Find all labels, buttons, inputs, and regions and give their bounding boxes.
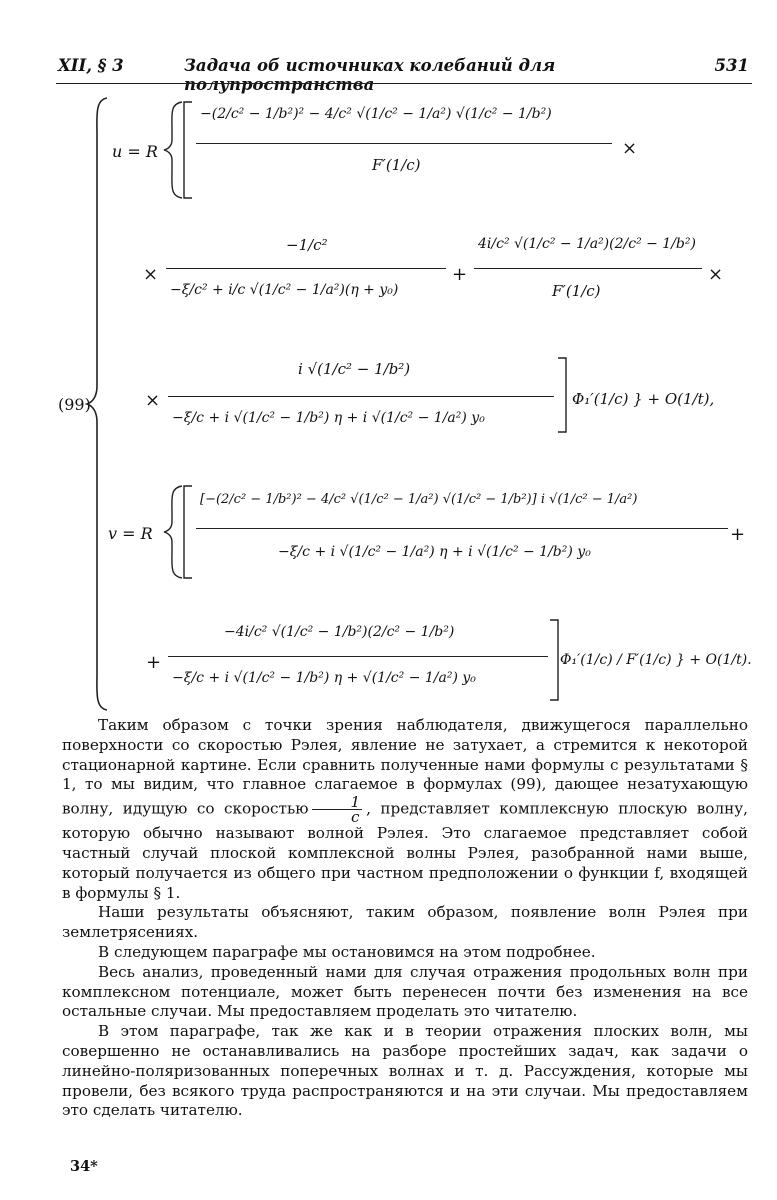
u-close-bracket [554,356,570,434]
times-sign: × [145,390,161,411]
plus-sign: + [146,652,162,673]
u-line1-denominator: F′(1/c) [372,156,421,174]
inline-fraction-denominator: c [351,808,360,827]
v-open-bracket [180,484,196,580]
v-line2-denominator: −ξ/c + i √(1/c² − 1/b²) η + √(1/c² − 1/a²) y₀ [172,670,476,686]
paragraph-1 [62,716,748,903]
v-lhs: v = R [108,524,153,543]
u-line1-numerator: −(2/c² − 1/b²)² − 4/c² √(1/c² − 1/a²) √(1/c² − 1/b²) [200,106,552,122]
v-line2-bar [168,656,548,657]
u-line3-bar [168,396,554,397]
u-line3-denominator: −ξ/c + i √(1/c² − 1/b²) η + i √(1/c² − 1/a²) y₀ [172,410,485,426]
paragraph-2: Наши результаты объясняют, таким образом, появление волн Рэлея при землетрясениях. [62,903,748,942]
u-line3-numerator: i √(1/c² − 1/b²) [298,360,411,378]
u-line2-den-a: −ξ/c² + i/c √(1/c² − 1/a²)(η + y₀) [170,282,399,298]
v-line2-tail: Φ₁′(1/c) / F′(1/c) } + O(1/t). [560,652,752,668]
system-brace [85,96,115,712]
header-rule [56,83,752,84]
u-open-bracket [180,100,196,200]
paragraph-1-part-b: , представляет комплексную плоскую волну, которую обычно называют волной Рэлея. Это слагаемое представляет собой частный случай плоской комплексной волны Рэлея, разобранной нами выше, который получается из общего при частном предположении о функции f, входящей в формулы § 1. [62,799,748,902]
v-line1-numerator: [−(2/c² − 1/b²)² − 4/c² √(1/c² − 1/a²) √(1/c² − 1/b²)] i √(1/c² − 1/a²) [200,492,638,507]
plus-sign: + [452,264,468,285]
paragraph-3: В следующем параграфе мы остановимся на этом подробнее. [98,942,596,961]
u-line2-den-b: F′(1/c) [552,282,601,300]
signature-mark: 34* [70,1158,98,1175]
chapter-title: Задача об источниках колебаний для полупространства [184,56,556,94]
times-sign: × [622,138,638,159]
body-text [62,716,748,1121]
inline-fraction [312,793,362,827]
equation-label: (99) [58,395,91,414]
times-sign: × [708,264,724,285]
section-label: XII, § 3 [58,56,124,75]
u-line2-num-b: 4i/c² √(1/c² − 1/a²)(2/c² − 1/b²) [478,236,696,252]
u-line2-bar-a [166,268,446,269]
u-lhs: u = R [112,142,158,161]
u-line3-tail: Φ₁′(1/c) } + O(1/t), [572,390,715,408]
plus-sign: + [730,524,746,545]
inline-fraction-numerator: 1 [312,795,362,810]
paragraph-4: Весь анализ, проведенный нами для случая отражения продольных волн при комплексном потенциале, может быть перенесен почти без изменения на все остальные случаи. Мы предоставляем проделать это читателю. [62,962,748,1021]
page-number: 531 [714,56,749,75]
paragraph-5: В этом параграфе, так же как и в теории отражения плоских волн, мы совершенно не останавливались на разборе простейших задач, как задачи о линейно-поляризованных поперечных волнах и т. д. Рассуждения, которые мы провели, без всякого труда распространяются и на эти случаи. Мы предоставляем это сделать читателю. [62,1022,748,1120]
times-sign: × [143,264,159,285]
v-line2-numerator: −4i/c² √(1/c² − 1/b²)(2/c² − 1/b²) [224,624,455,640]
running-header [56,56,751,94]
v-line1-bar [196,528,728,529]
v-line1-denominator: −ξ/c + i √(1/c² − 1/a²) η + i √(1/c² − 1/b²) y₀ [278,544,591,560]
u-line1-fraction-bar [196,143,612,144]
u-line2-bar-b [474,268,702,269]
u-line2-num-a: −1/c² [286,236,328,254]
paragraph-1-part-a: Таким образом с точки зрения наблюдателя, движущегося параллельно поверхности со скоростью Рэлея, явление не затухает, а стремится к некоторой стационарной картине. Если сравнить полученные нами формулы с результатами § 1, то мы видим, что главное слагаемое в формулах (99), дающее незатухающую волну, идущую со скоростью [62,716,748,818]
